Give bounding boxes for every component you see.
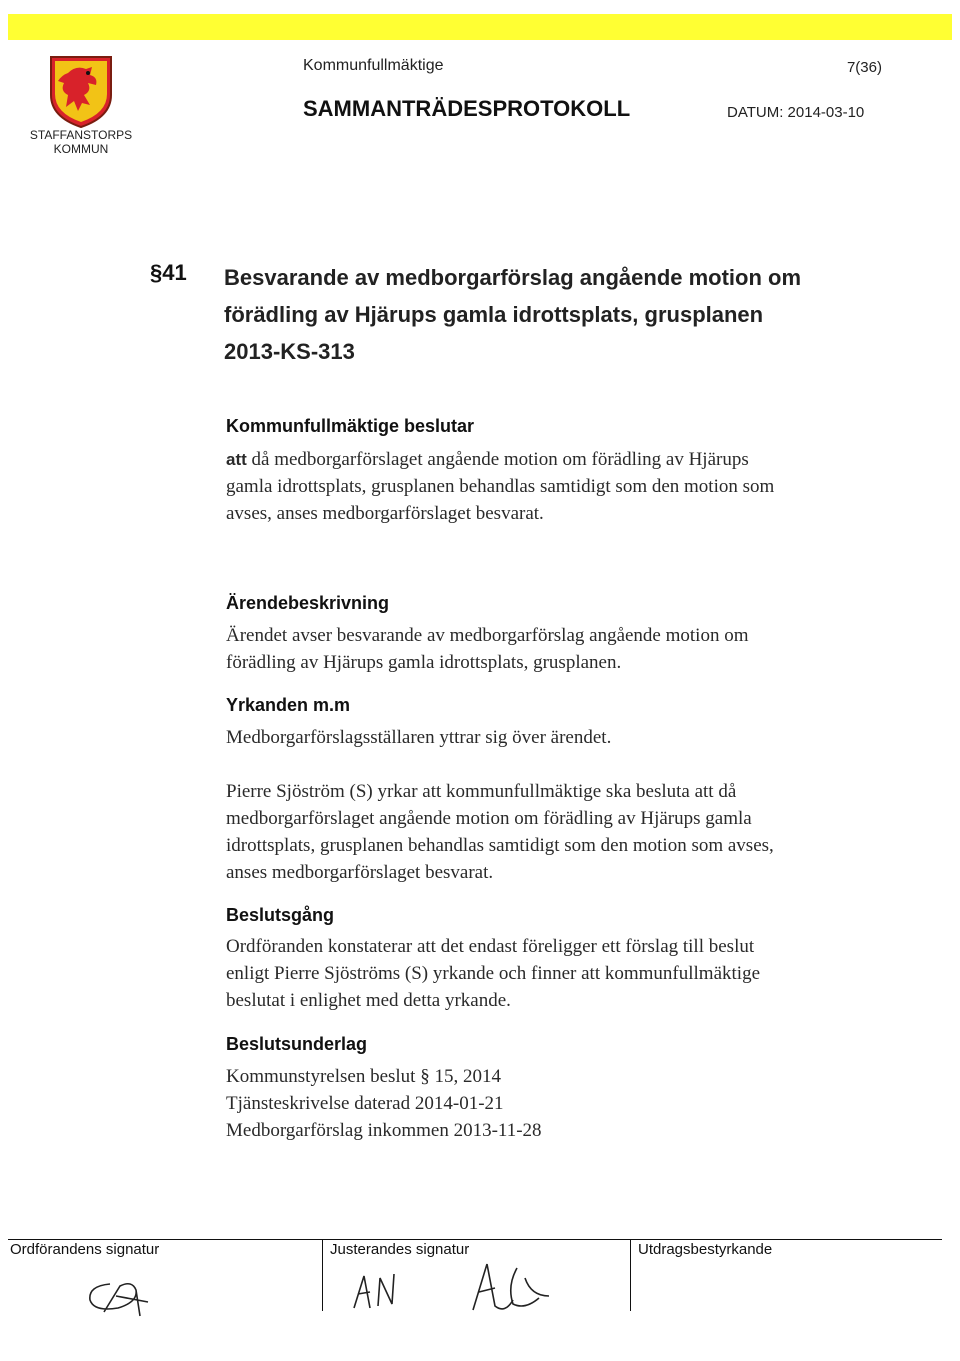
document-type: SAMMANTRÄDESPROTOKOLL (303, 96, 631, 121)
claims-paragraph-line: idrottsplats, grusplanen behandlas samtidigt som den motion som avses, (226, 835, 774, 856)
municipal-coat-of-arms-logo (48, 55, 114, 129)
decision-line: gamla idrottsplats, grusplanen behandlas samtidigt som den motion som (226, 476, 775, 497)
signature-rule (8, 1239, 942, 1240)
chair-signature-label: Ordförandens signatur (10, 1241, 160, 1258)
description-line: förädling av Hjärups gamla idrottsplats, grusplanen. (226, 652, 622, 673)
municipality-line-2: KOMMUN (53, 142, 109, 156)
basis-item: Kommunstyrelsen beslut § 15, 2014 (226, 1066, 501, 1087)
extract-certification-label: Utdragsbestyrkande (638, 1241, 773, 1258)
claims-heading: Yrkanden m.m (226, 695, 351, 715)
chair-signature-scribble (80, 1272, 160, 1328)
claims-line: Medborgarförslagsställaren yttrar sig över ärendet. (226, 727, 612, 748)
claims-paragraph-line: medborgarförslaget angående motion om förädling av Hjärups gamla (226, 808, 752, 829)
process-line: beslutat i enlighet med detta yrkande. (226, 990, 511, 1011)
case-number: 2013-KS-313 (224, 339, 355, 364)
basis-heading: Beslutsunderlag (226, 1034, 368, 1054)
decision-line: då medborgarförslaget angående motion om förädling av Hjärups (251, 449, 749, 470)
signature-divider (322, 1239, 323, 1311)
adjuster-signature-2 (465, 1256, 555, 1320)
description-line: Ärendet avser besvarande av medborgarförslag angående motion om (226, 625, 749, 646)
item-title-line: Besvarande av medborgarförslag angående motion om (224, 265, 802, 290)
description-text (226, 622, 748, 676)
meeting-date: DATUM: 2014-03-10 (727, 104, 865, 121)
process-line: Ordföranden konstaterar att det endast föreligger ett förslag till beslut (226, 936, 755, 957)
municipality-name (22, 128, 140, 156)
claims-paragraph-line: anses medborgarförslaget besvarat. (226, 862, 494, 883)
adjusters-signature-label: Justerandes signatur (330, 1241, 470, 1258)
description-heading: Ärendebeskrivning (226, 593, 390, 613)
highlight-bar (8, 14, 952, 40)
decision-line: avses, anses medborgarförslaget besvarat. (226, 503, 544, 524)
committee-name: Kommunfullmäktige (303, 57, 444, 74)
att-keyword: att (226, 450, 247, 469)
page-number: 7(36) (846, 59, 882, 76)
claims-paragraph-line: Pierre Sjöström (S) yrkar att kommunfullmäktige ska besluta att då (226, 781, 737, 802)
signature-divider (630, 1239, 631, 1311)
process-heading: Beslutsgång (226, 905, 335, 925)
basis-item: Medborgarförslag inkommen 2013-11-28 (226, 1120, 542, 1141)
basis-list (226, 1063, 542, 1144)
basis-item: Tjänsteskrivelse daterad 2014-01-21 (226, 1093, 504, 1114)
decision-text (226, 446, 774, 527)
claims-paragraph (226, 778, 774, 886)
process-line: enligt Pierre Sjöströms (S) yrkande och finner att kommunfullmäktige (226, 963, 761, 984)
municipality-line-1: STAFFANSTORPS (29, 128, 133, 142)
adjuster-signature-1 (348, 1268, 408, 1316)
decision-heading: Kommunfullmäktige beslutar (226, 416, 475, 436)
item-title (224, 259, 864, 370)
paragraph-number: §41 (150, 260, 187, 285)
item-title-line: förädling av Hjärups gamla idrottsplats, grusplanen (224, 302, 764, 327)
process-text (226, 933, 760, 1014)
